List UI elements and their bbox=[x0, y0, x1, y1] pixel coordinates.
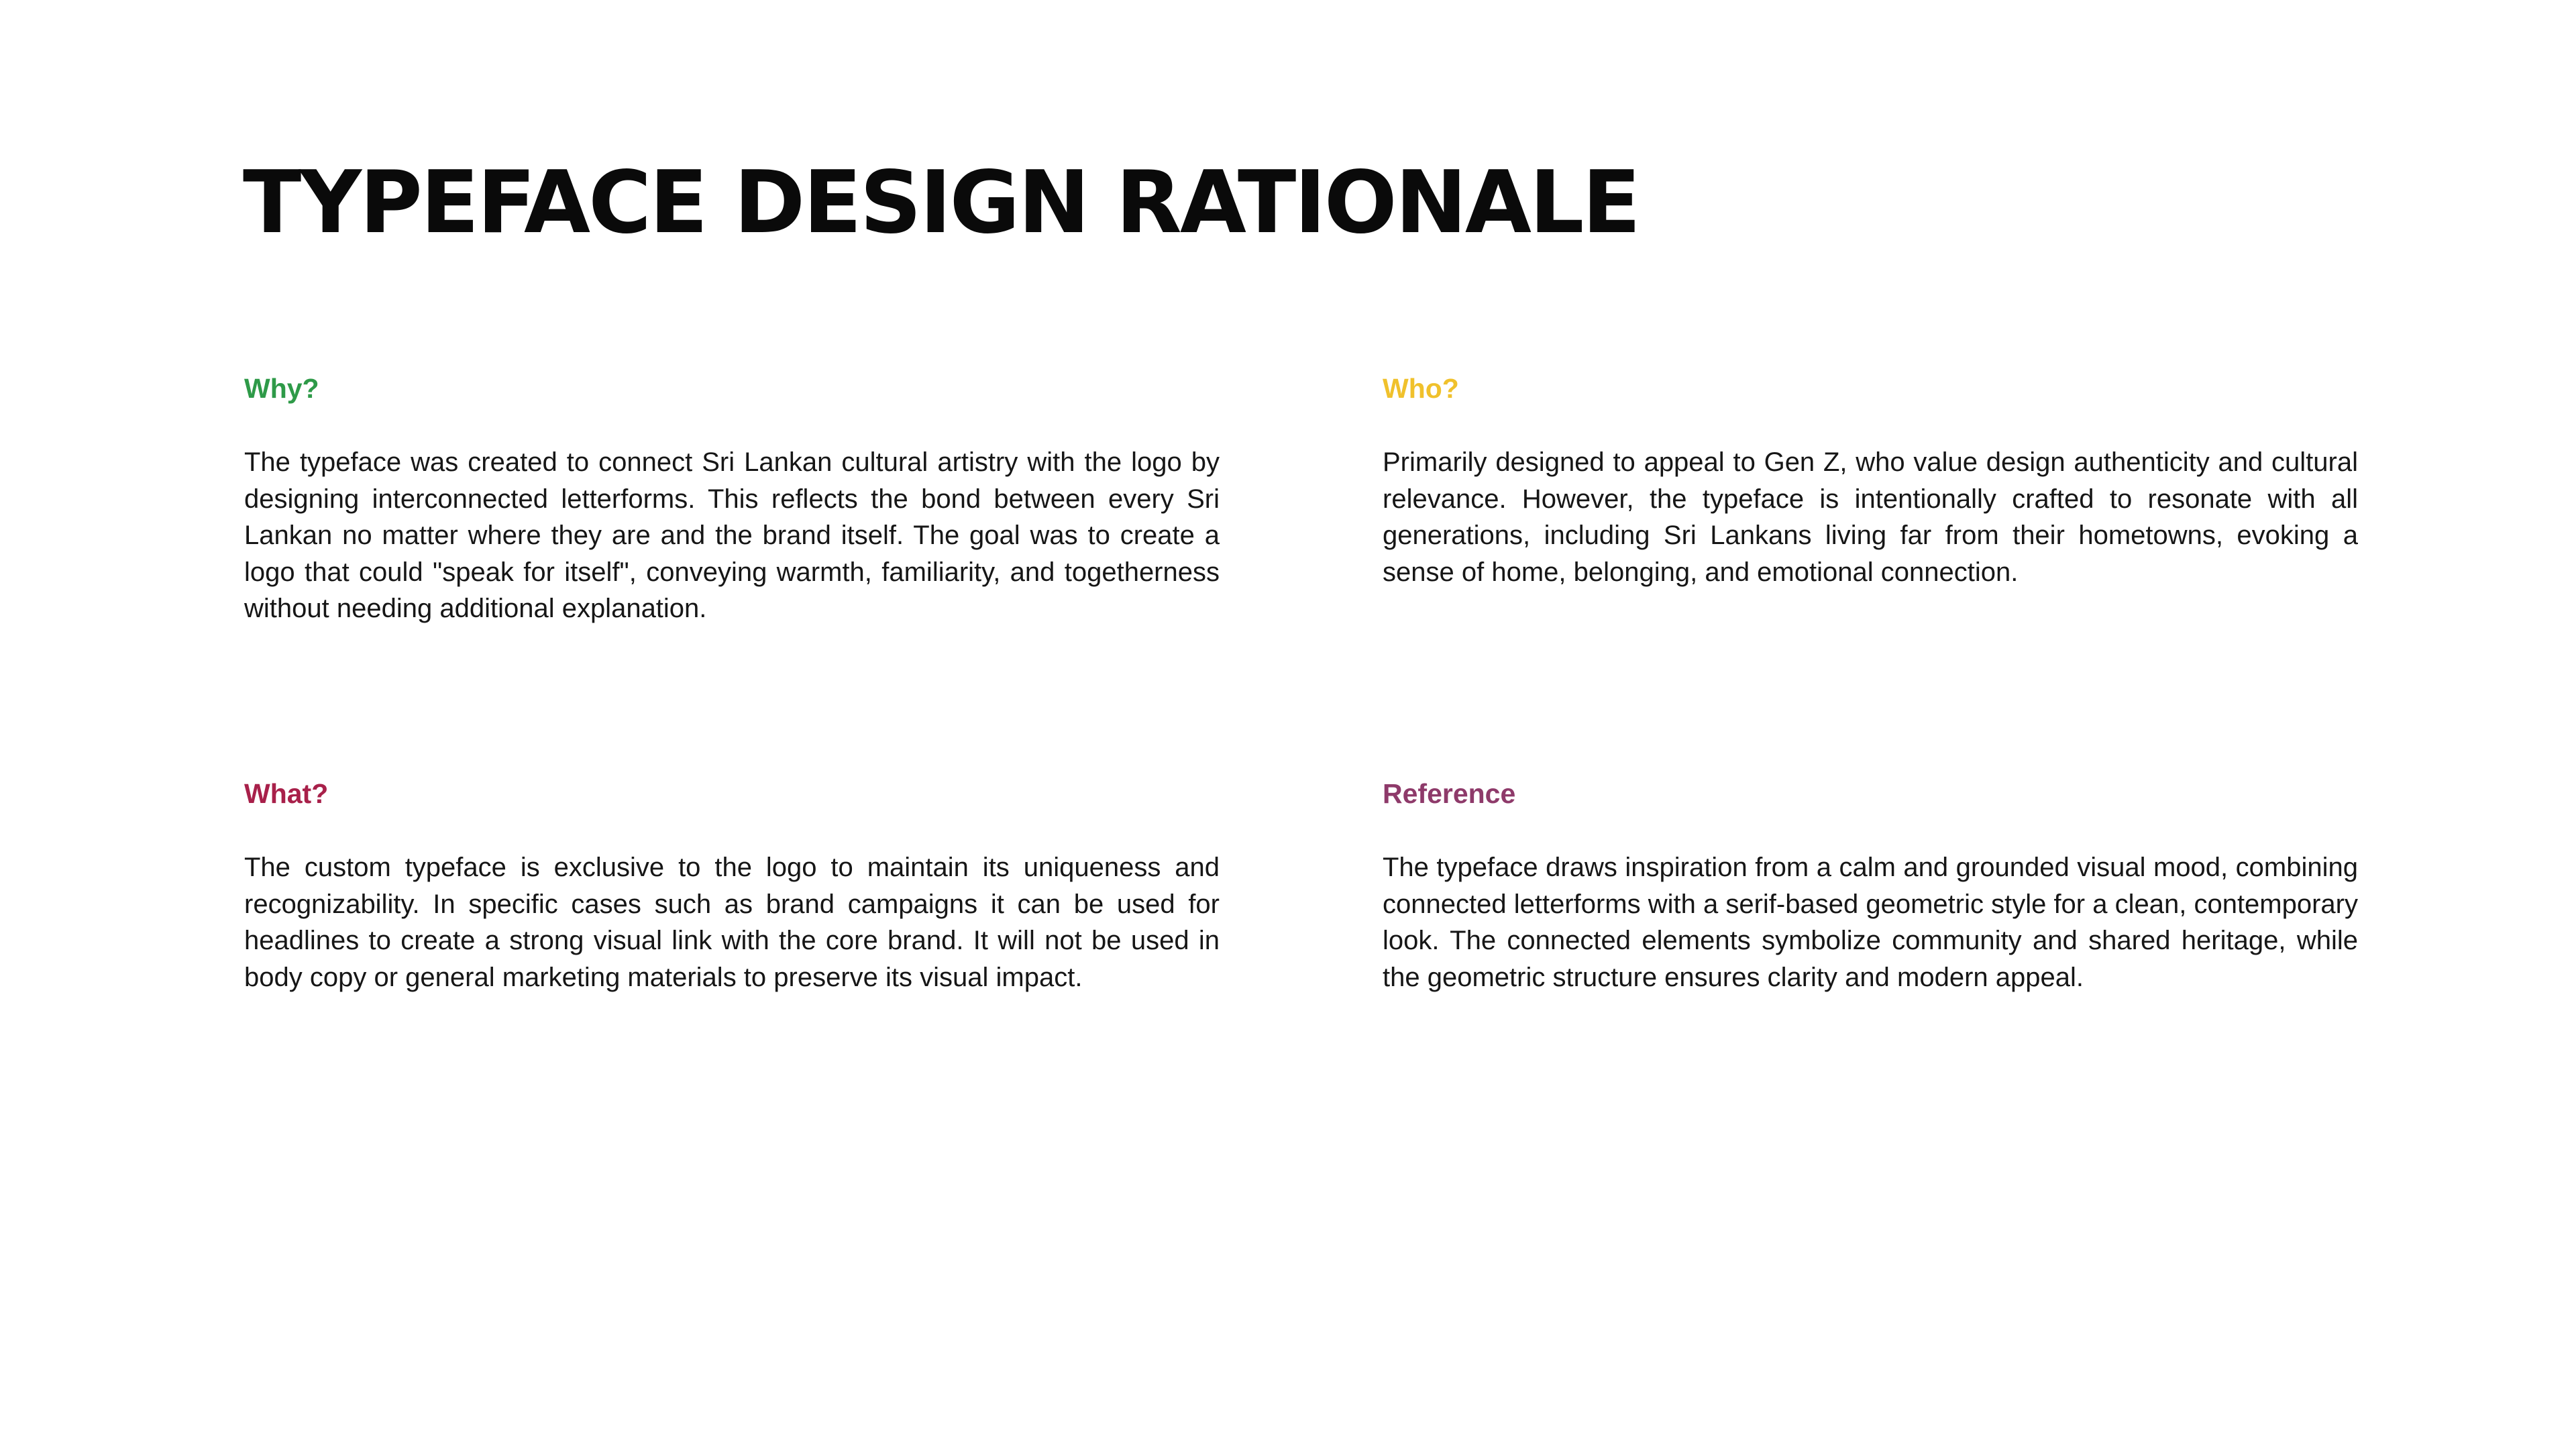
section-reference bbox=[1383, 775, 2358, 996]
section-body-what: The custom typeface is exclusive to the logo to maintain its uniqueness and recognizability. In specific cases such as brand campaigns it can be used for headlines to create a strong visual link with the core brand. It will not be used in body copy or general marketing materials to preserve its visual impact. bbox=[244, 853, 1220, 992]
section-heading-who: Who? bbox=[1383, 373, 1459, 404]
section-body-who: Primarily designed to appeal to Gen Z, who value design authenticity and cultural relevance. However, the typeface is intentionally crafted to resonate with all generations, including Sri Lankans living far from their hometowns, evoking a sense of home, belonging, and emotional connection. bbox=[1383, 447, 2358, 587]
section-body-reference: The typeface draws inspiration from a calm and grounded visual mood, combining connected letterforms with a serif-based geometric style for a clean, contemporary look. The connected elements symbolize community and shared heritage, while the geometric structure ensures clarity and modern appeal. bbox=[1383, 853, 2358, 992]
section-who bbox=[1383, 370, 2358, 590]
section-body-why: The typeface was created to connect Sri Lankan cultural artistry with the logo by designing interconnected letterforms. This reflects the bond between every Sri Lankan no matter where they are and the brand itself. The goal was to create a logo that could "speak for itself", conveying warmth, familiarity, and togetherness without needing additional explanation. bbox=[244, 447, 1220, 623]
section-heading-reference: Reference bbox=[1383, 778, 1516, 809]
section-why bbox=[244, 370, 1220, 627]
section-heading-what: What? bbox=[244, 778, 329, 809]
page-title: TYPEFACE DESIGN RATIONALE bbox=[243, 153, 1639, 253]
section-what bbox=[244, 775, 1220, 996]
section-heading-why: Why? bbox=[244, 373, 319, 404]
